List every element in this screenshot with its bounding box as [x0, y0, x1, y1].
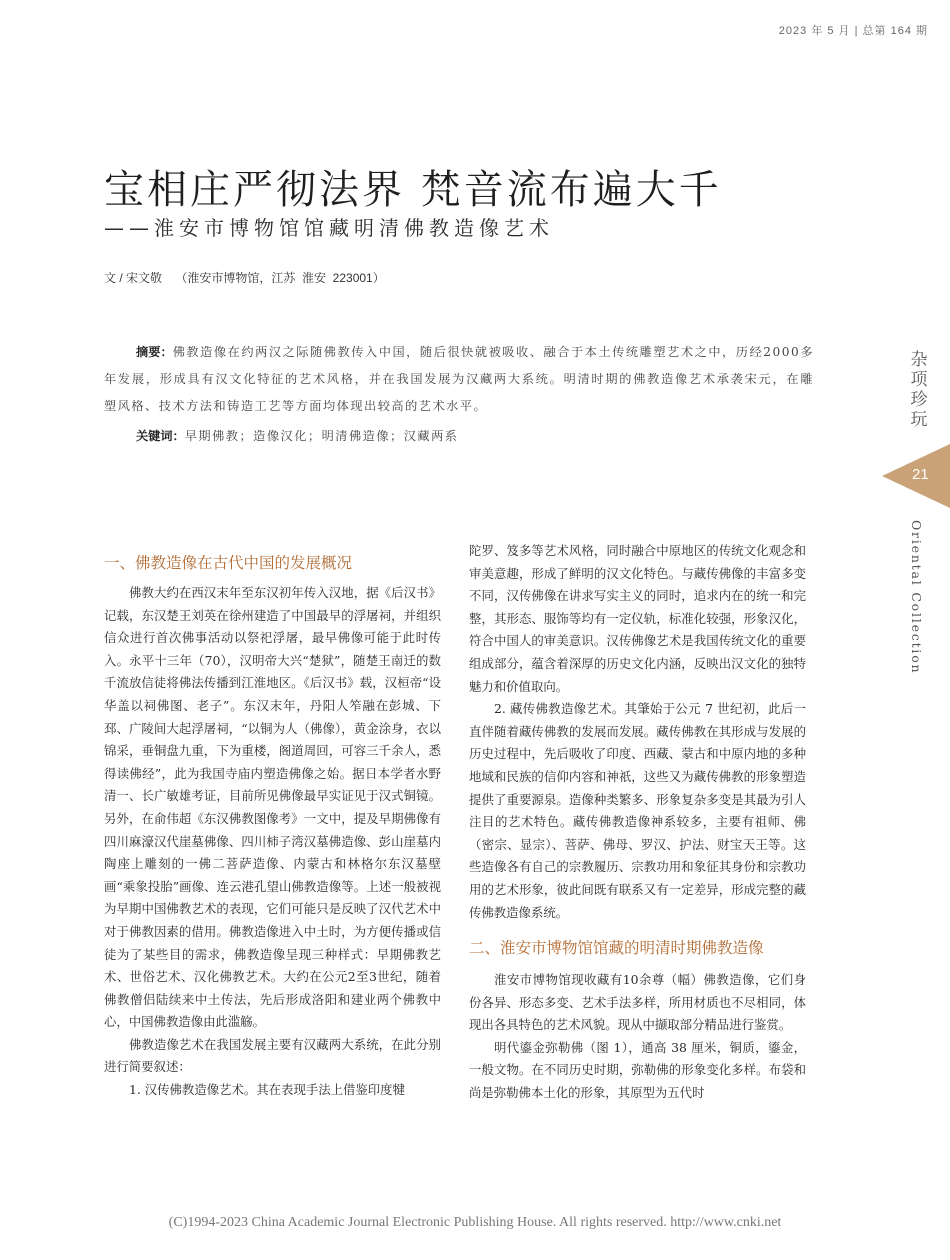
section-heading-2: 二、淮安市博物馆馆藏的明清时期佛教造像 [469, 939, 764, 958]
paragraph: 2. 藏传佛教造像艺术。其肇始于公元 7 世纪初，此后一直伴随着藏传佛教的发展而发展。藏传佛教在其形成与发展的历史过程中，先后吸收了印度、西藏、蒙古和中原内地的多种地域和民族的信仰内容和神祇，这些又为藏传佛教的形象塑造提供了重要源泉。造像种类繁多、形象复杂多变是其最为引人注目的艺术特色。藏传佛教造像神系较多，主要有祖师、佛（密宗、显宗）、菩萨、佛母、罗汉、护法、财宝天王等。这些造像各有自己的宗教履历、宗教功用和象征其身份和宗教功用的艺术形象，彼此间既有联系又有一定差异，形成完整的藏传佛教造像系统。 [469, 701, 806, 920]
section-heading-1: 一、佛教造像在古代中国的发展概况 [104, 554, 353, 572]
abstract-text: 佛教造像在约两汉之际随佛教传入中国，随后很快就被吸收、融合于本土传统雕塑艺术之中，历经2000多年发展，形成具有汉文化特征的艺术风格，并在我国发展为汉藏两大系统。明清时期的佛教造像艺术承袭宋元，在雕塑风格、技术方法和铸造工艺等方面均体现出较高的艺术水平。 [104, 345, 815, 413]
copyright-footer: (C)1994-2023 China Academic Journal Electronic Publishing House. All rights reserved. http://www.cnki.net [168, 1215, 782, 1230]
article-subtitle: ——淮安市博物馆馆藏明清佛教造像艺术 [104, 216, 554, 240]
keywords-label: 关键词： [136, 429, 185, 443]
keywords [136, 427, 459, 444]
abstract-label: 摘要： [136, 345, 173, 359]
paragraph: 淮安市博物馆现收藏有10余尊（幅）佛教造像，它们身份各异、形态多变、艺术手法多样，所用材质也不尽相同，体现出各具特色的艺术风貌。现从中撷取部分精品进行鉴赏。 [469, 972, 806, 1033]
left-column [104, 538, 441, 1102]
paragraph: 佛教造像艺术在我国发展主要有汉藏两大系统，在此分别进行简要叙述： [104, 1036, 441, 1075]
paragraph: 陀罗、笈多等艺术风格，同时融合中原地区的传统文化观念和审美意趣，形成了鲜明的汉文化特色。与藏传佛像的丰富多变不同，汉传佛像在讲求写实主义的同时，追求内在的统一和完整，其形态、服饰等均有一定仪轨，标准化较强，形象汉化，符合中国人的审美意识。汉传佛像艺术是我国传统文化的重要组成部分，蕴含着深厚的历史文化内涵，反映出汉文化的独特魅力和价值取向。 [469, 543, 806, 694]
paragraph: 佛教大约在西汉末年至东汉初年传入汉地，据《后汉书》记载，东汉楚王刘英在徐州建造了中国最早的浮屠祠，并组织信众进行首次佛事活动以祭祀浮屠，最早佛像可能于此时传入。永平十三年（70），汉明帝大兴“楚狱”，随楚王南迁的数千流放信徒将佛法传播到江淮地区。《后汉书》载，汉桓帝“设华盖以祠佛图、老子”。东汉末年，丹阳人笮融在彭城、下邳、广陵间大起浮屠祠，“以铜为人（佛像），黄金涂身，衣以锦采，垂铜盘九重，下为重楼，阁道周回，可容三千余人，悉得读佛经”，此为我国寺庙内塑造佛像之始。据日本学者水野清一、长广敏雄考证，目前所见佛像最早实证见于汉式铜镜。另外，在俞伟超《东汉佛教图像考》一文中，提及早期佛像有四川麻濠汉代崖墓佛像、四川柿子湾汉墓佛造像、彭山崖墓内陶座上雕刻的一佛二菩萨造像、内蒙古和林格尔东汉墓壁画“乘象投胎”画像、连云港孔望山佛教造像等。上述一般被视为早期中国佛教艺术的表现，它们可能只是反映了汉代艺术中对于佛教因素的借用。佛教造像进入中土时，为方便传播或信徒为了某些目的需求，佛教造像呈现三种样式：早期佛教艺术、世俗艺术、汉化佛教艺术。大约在公元2至3世纪，随着佛教僧侣陆续来中土传法，先后形成洛阳和建业两个佛教中心，中国佛教造像由此滥觞。 [104, 585, 441, 1030]
column-label: 杂项珍玩 [910, 350, 928, 430]
page-number: 21 [912, 466, 929, 483]
journal-name-vertical: Oriental Collection [909, 520, 924, 675]
paragraph: 1. 汉传佛教造像艺术。其在表现手法上借鉴印度犍 [129, 1082, 405, 1098]
abstract [104, 339, 814, 420]
paragraph: 明代鎏金弥勒佛（图 1），通高 38 厘米，铜质，鎏金，一般文物。在不同历史时期，弥勒佛的形象变化多样。布袋和尚是弥勒佛本土化的形象，其原型为五代时 [469, 1039, 806, 1101]
right-column [469, 540, 806, 1105]
article-title: 宝相庄严彻法界 梵音流布遍大千 [104, 167, 722, 213]
issue-info: 2023 年 5 月 | 总第 164 期 [778, 25, 928, 37]
keywords-text: 早期佛教；造像汉化；明清佛造像；汉藏两系 [184, 429, 459, 443]
author-line: 文 / 宋文敬 （淮安市博物馆，江苏 淮安 223001） [104, 271, 385, 285]
